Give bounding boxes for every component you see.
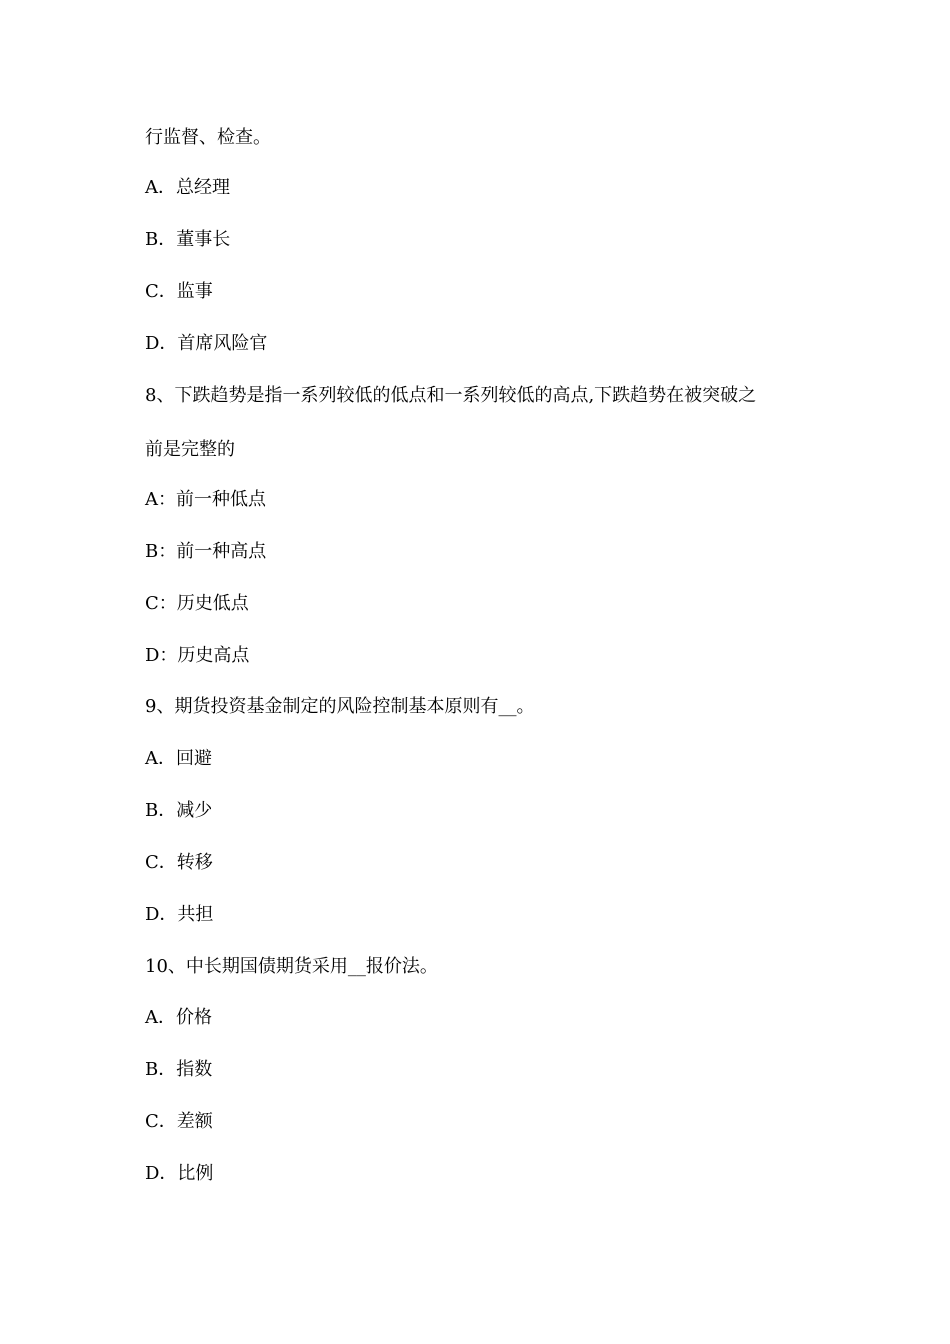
q7-option-a: A．总经理 — [145, 177, 230, 198]
q8-option-b: B：前一种高点 — [145, 541, 267, 562]
q10-stem: 10、中长期国债期货采用__报价法。 — [145, 956, 438, 977]
q10-option-a: A．价格 — [145, 1007, 212, 1028]
q7-option-d: D．首席风险官 — [145, 333, 268, 354]
q7-option-b: B．董事长 — [145, 229, 231, 250]
q8-option-d: D：历史高点 — [145, 645, 250, 666]
q7-option-c: C．监事 — [145, 281, 213, 302]
q9-option-a: A．回避 — [145, 748, 212, 769]
q10-option-d: D．比例 — [145, 1163, 214, 1184]
q10-option-c: C．差额 — [145, 1111, 213, 1132]
q10-option-b: B．指数 — [145, 1059, 213, 1080]
q9-stem: 9、期货投资基金制定的风险控制基本原则有__。 — [145, 696, 535, 717]
q8-option-c: C：历史低点 — [145, 593, 249, 614]
question-continuation: 行监督、检查。 — [145, 127, 271, 148]
q8-option-a: A：前一种低点 — [145, 489, 266, 510]
q8-stem-line1: 8、下跌趋势是指一系列较低的低点和一系列较低的高点,下跌趋势在被突破之 — [145, 385, 757, 406]
q9-option-c: C．转移 — [145, 852, 213, 873]
q9-option-b: B．减少 — [145, 800, 213, 821]
q9-option-d: D．共担 — [145, 904, 214, 925]
q8-stem-line2: 前是完整的 — [145, 439, 235, 460]
